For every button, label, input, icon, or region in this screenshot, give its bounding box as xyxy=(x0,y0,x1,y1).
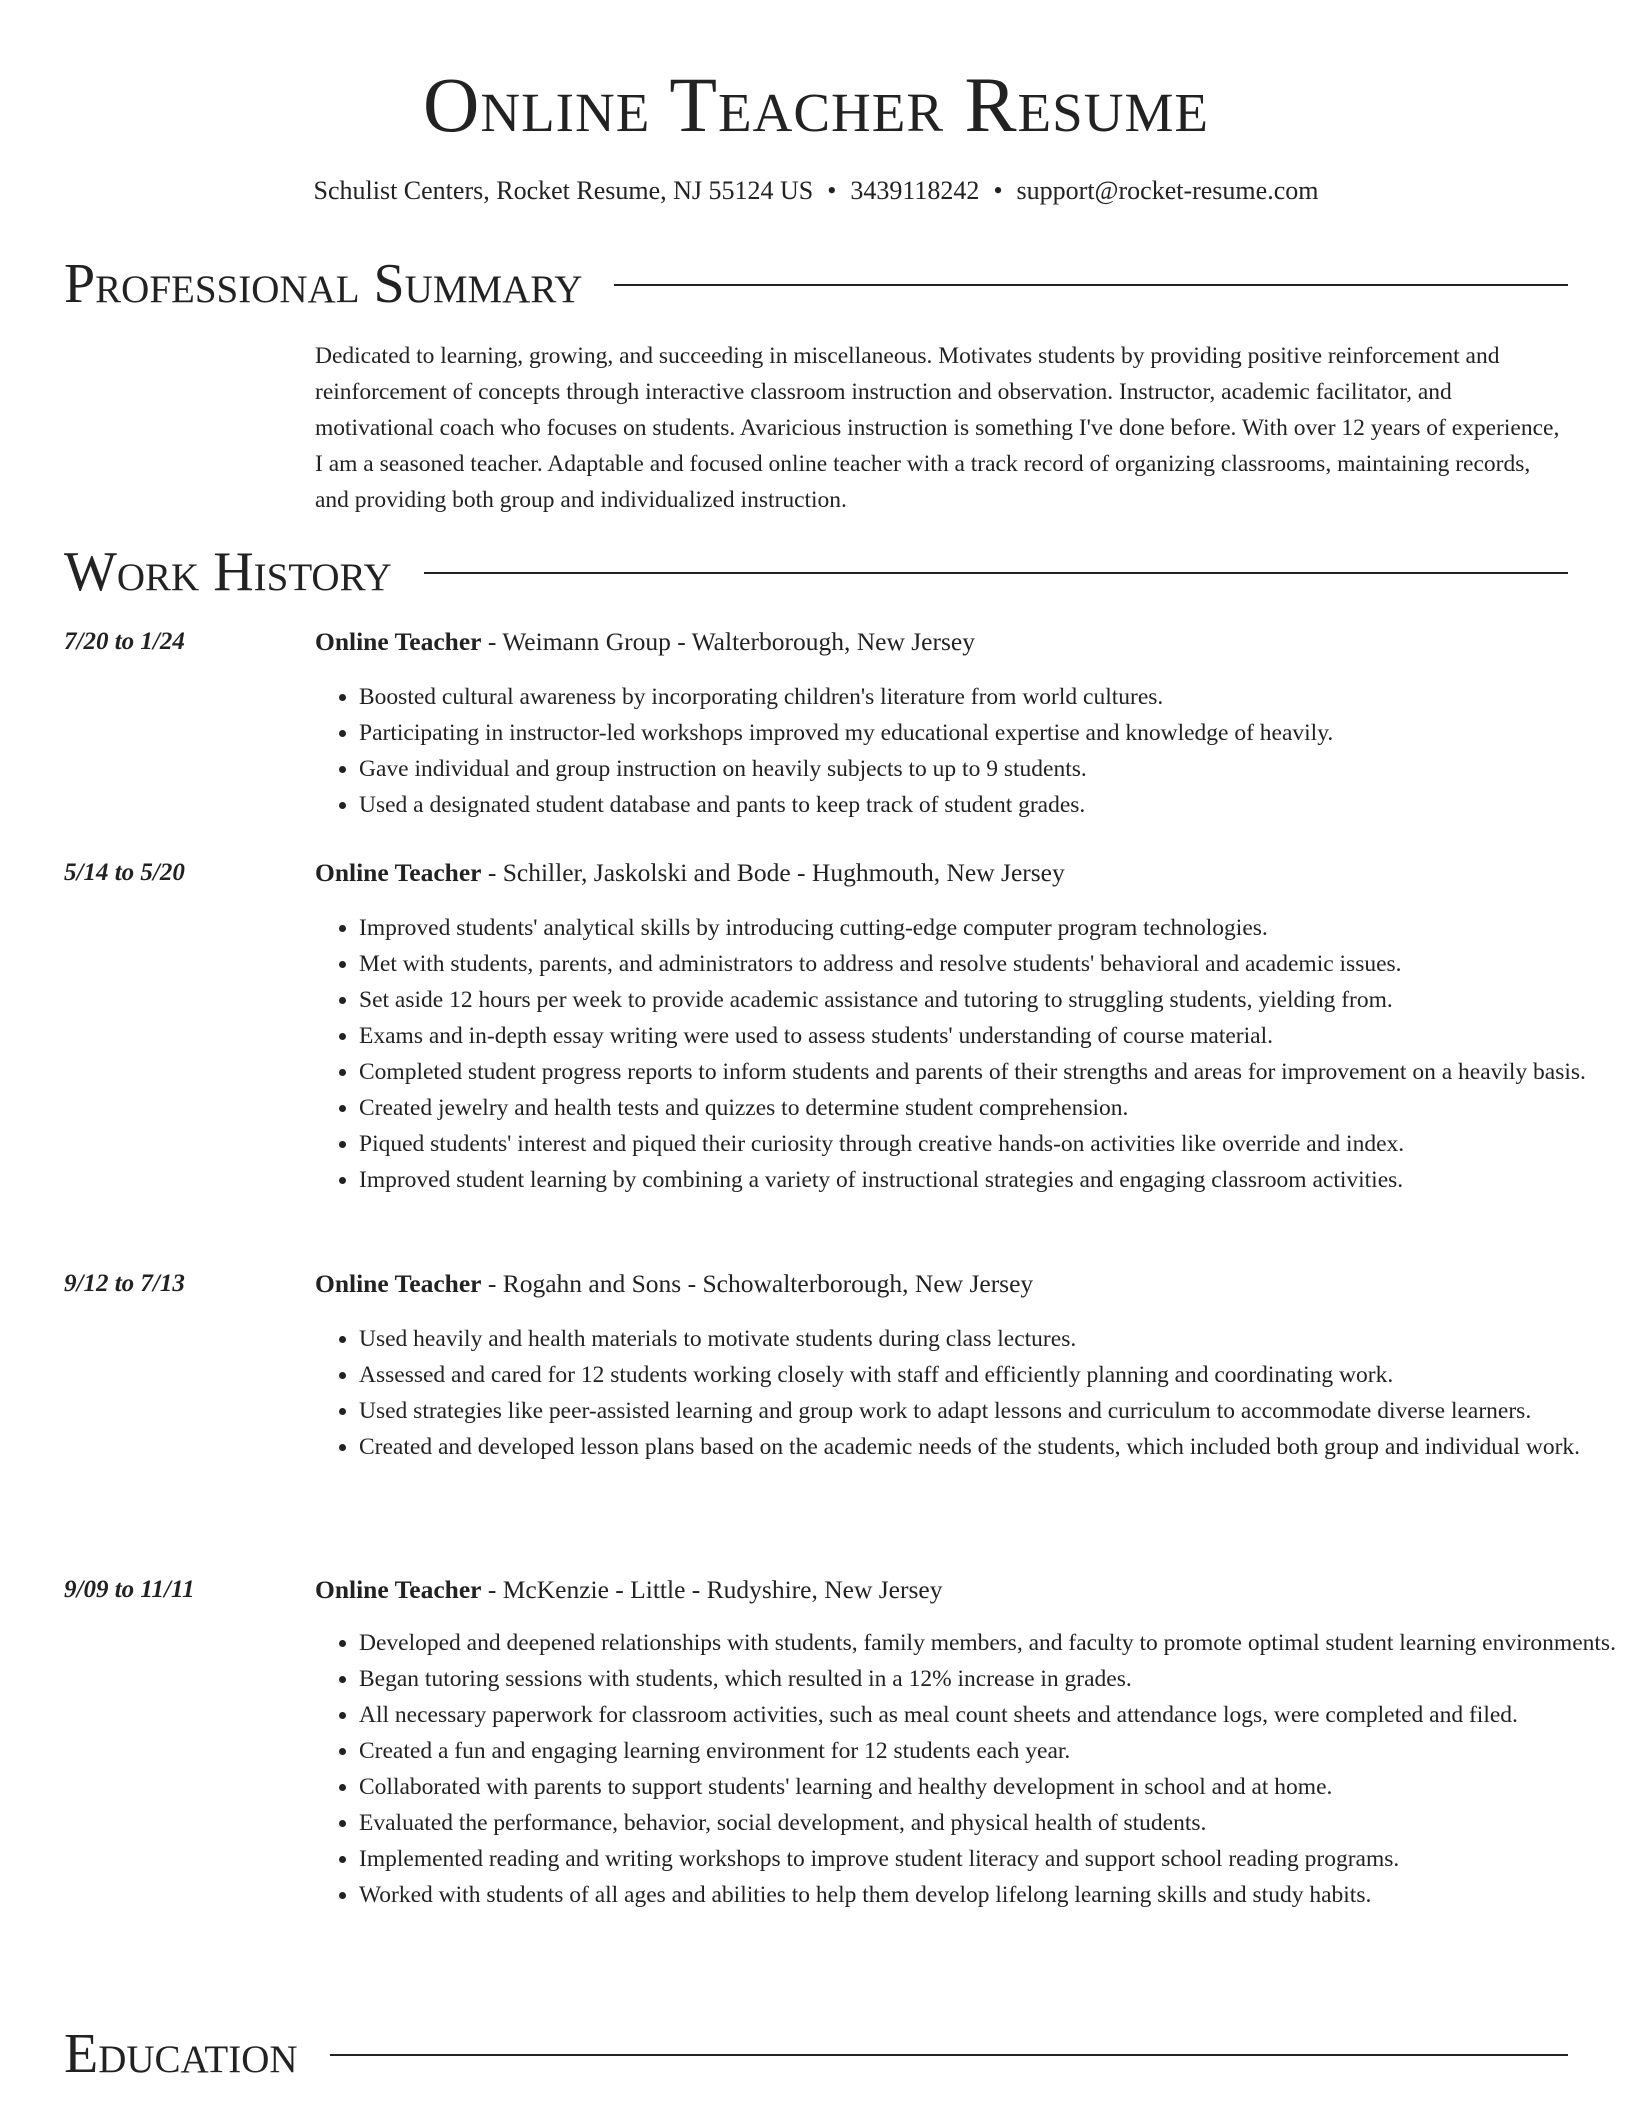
job-heading xyxy=(315,1573,942,1607)
list-item: • Implemented reading and writing workshops to improve student literacy and support school reading programs. xyxy=(359,1841,1629,1877)
list-item: • Completed student progress reports to inform students and parents of their strengths and areas for improvement on a heavily basis. xyxy=(359,1054,1629,1090)
list-item: • Developed and deepened relationships with students, family members, and faculty to promote optimal student learning environments. xyxy=(359,1625,1629,1661)
job-details: - Weimann Group - Walterborough, New Jersey xyxy=(481,627,975,656)
job-role: Online Teacher xyxy=(315,1269,482,1298)
list-item: • Used heavily and health materials to motivate students during class lectures. xyxy=(359,1321,1629,1357)
list-item: • All necessary paperwork for classroom activities, such as meal count sheets and attendance logs, were completed and filed. xyxy=(359,1697,1629,1733)
job-details: - McKenzie - Little - Rudyshire, New Jersey xyxy=(481,1575,943,1604)
education-section-header xyxy=(64,2022,1568,2086)
section-divider xyxy=(330,2054,1568,2056)
list-item: • Set aside 12 hours per week to provide academic assistance and tutoring to struggling students, yielding from. xyxy=(359,982,1629,1018)
education-heading: Education xyxy=(64,2023,298,2085)
summary-heading: Professional Summary xyxy=(64,253,583,315)
job-details: - Rogahn and Sons - Schowalterborough, New Jersey xyxy=(481,1269,1034,1298)
list-item: • Began tutoring sessions with students, which resulted in a 12% increase in grades. xyxy=(359,1661,1629,1697)
job-dates: 5/14 to 5/20 xyxy=(64,859,185,886)
list-item: • Boosted cultural awareness by incorporating children's literature from world cultures. xyxy=(359,679,1629,715)
job-details: - Schiller, Jaskolski and Bode - Hughmouth, New Jersey xyxy=(481,858,1065,887)
list-item: • Used strategies like peer-assisted learning and group work to adapt lessons and curriculum to accommodate diverse learners. xyxy=(359,1393,1629,1429)
contact-separator: • xyxy=(827,176,837,205)
list-item: • Assessed and cared for 12 students working closely with staff and efficiently planning and coordinating work. xyxy=(359,1357,1629,1393)
list-item: • Gave individual and group instruction on heavily subjects to up to 9 students. xyxy=(359,751,1629,787)
work-history-heading: Work History xyxy=(64,541,392,603)
job-bullets xyxy=(315,679,1629,823)
section-divider xyxy=(614,284,1568,286)
list-item: • Collaborated with parents to support students' learning and healthy development in school and at home. xyxy=(359,1769,1629,1805)
summary-section-header xyxy=(64,252,1568,316)
section-divider xyxy=(424,572,1568,574)
page-title: Online Teacher Resume xyxy=(423,61,1209,148)
contact-email: support@rocket-resume.com xyxy=(1016,176,1319,205)
list-item: • Evaluated the performance, behavior, social development, and physical health of students. xyxy=(359,1805,1629,1841)
job-dates: 9/09 to 11/11 xyxy=(64,1576,195,1603)
contact-phone: 3439118242 xyxy=(850,176,980,205)
job-bullets xyxy=(315,910,1629,1198)
job-role: Online Teacher xyxy=(315,627,482,656)
work-history-section-header xyxy=(64,540,1568,604)
list-item: • Created a fun and engaging learning environment for 12 students each year. xyxy=(359,1733,1629,1769)
job-role: Online Teacher xyxy=(315,1575,482,1604)
job-heading xyxy=(315,856,1065,890)
job-dates: 7/20 to 1/24 xyxy=(64,628,185,655)
list-item: • Improved student learning by combining a variety of instructional strategies and engaging classroom activities. xyxy=(359,1162,1629,1198)
contact-separator: • xyxy=(993,176,1003,205)
list-item: • Piqued students' interest and piqued their curiosity through creative hands-on activities like override and index. xyxy=(359,1126,1629,1162)
summary-text: Dedicated to learning, growing, and succeeding in miscellaneous. Motivates students by providing positive reinforcement and reinforcement of concepts through interactive classroom instruction and observation. Instructor, academic facilitator, and motivational coach who focuses on students. Avaricious instruction is something I've done before. With over 12 years of experience, I am a seasoned teacher. Adaptable and focused online teacher with a track record of organizing classrooms, maintaining records, and providing both group and individualized instruction. xyxy=(315,343,1560,513)
list-item: • Improved students' analytical skills by introducing cutting-edge computer program technologies. xyxy=(359,910,1629,946)
job-heading xyxy=(315,625,975,659)
list-item: • Met with students, parents, and administrators to address and resolve students' behavioral and academic issues. xyxy=(359,946,1629,982)
job-bullets xyxy=(315,1625,1629,1913)
job-role: Online Teacher xyxy=(315,858,482,887)
contact-address: Schulist Centers, Rocket Resume, NJ 55124 US xyxy=(313,176,814,205)
job-heading xyxy=(315,1267,1033,1301)
list-item: • Participating in instructor-led workshops improved my educational expertise and knowledge of heavily. xyxy=(359,715,1629,751)
job-dates: 9/12 to 7/13 xyxy=(64,1270,185,1297)
job-bullets xyxy=(315,1321,1629,1465)
contact-line xyxy=(0,175,1632,207)
list-item: • Created jewelry and health tests and quizzes to determine student comprehension. xyxy=(359,1090,1629,1126)
list-item: • Used a designated student database and pants to keep track of student grades. xyxy=(359,787,1629,823)
list-item: • Exams and in-depth essay writing were used to assess students' understanding of course material. xyxy=(359,1018,1629,1054)
list-item: • Worked with students of all ages and abilities to help them develop lifelong learning skills and study habits. xyxy=(359,1877,1629,1913)
list-item: • Created and developed lesson plans based on the academic needs of the students, which included both group and individual work. xyxy=(359,1429,1629,1465)
